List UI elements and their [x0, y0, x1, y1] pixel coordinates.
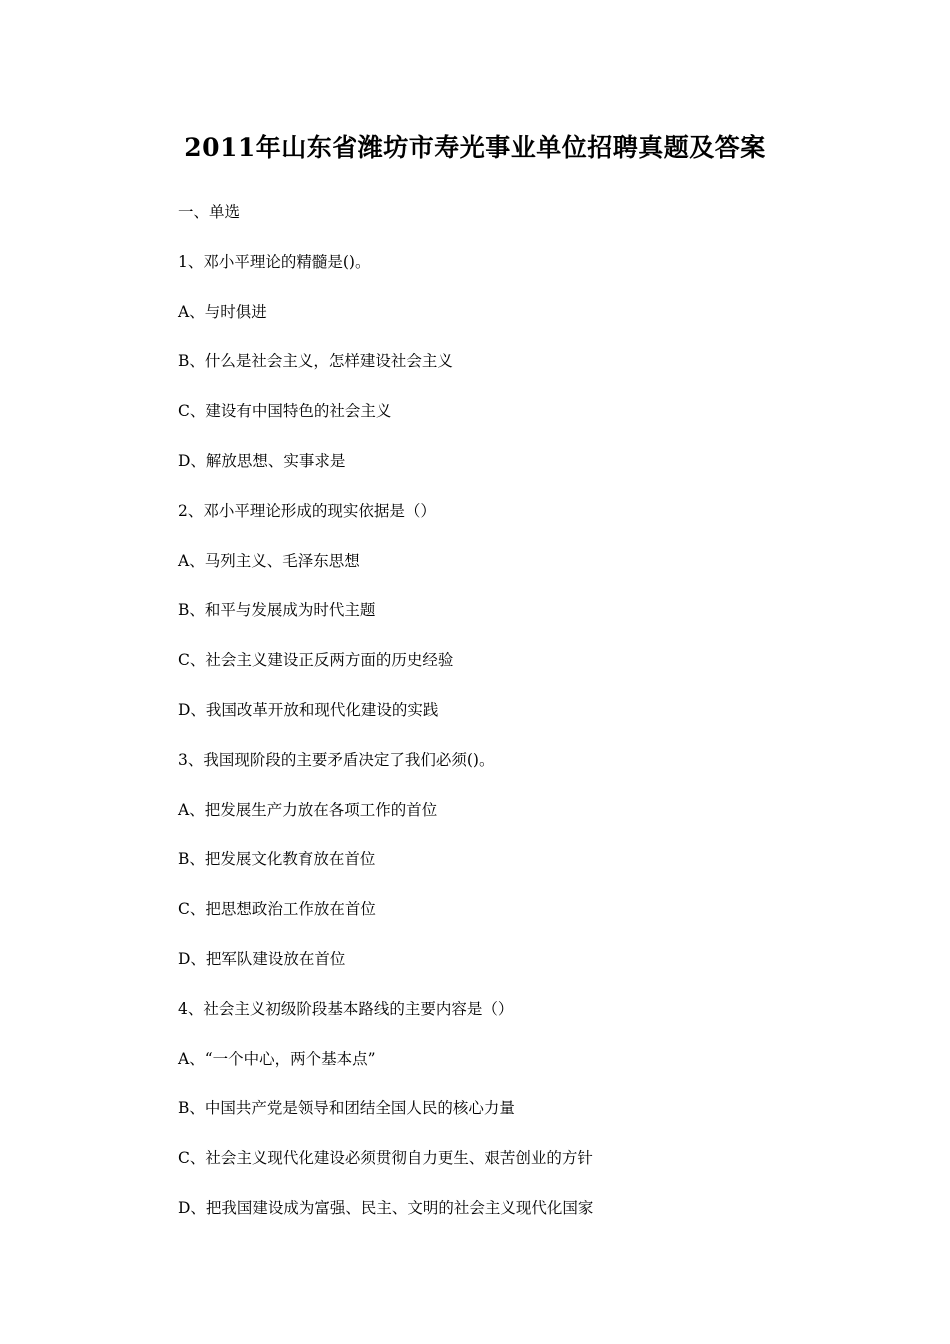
question-2-option-d: D、我国改革开放和现代化建设的实践 — [178, 700, 439, 719]
question-1-option-a: A、与时俱进 — [178, 302, 267, 321]
question-4: 4、社会主义初级阶段基本路线的主要内容是（） — [178, 999, 514, 1018]
document-title: 2011年山东省潍坊市寿光事业单位招聘真题及答案 — [184, 133, 766, 162]
question-3-option-b: B、把发展文化教育放在首位 — [178, 850, 376, 869]
question-2: 2、邓小平理论形成的现实依据是（） — [178, 501, 436, 520]
section-heading: 一、单选 — [178, 203, 241, 221]
question-3: 3、我国现阶段的主要矛盾决定了我们必须()。 — [178, 750, 495, 769]
question-2-option-b: B、和平与发展成为时代主题 — [178, 601, 376, 620]
question-1-option-b: B、什么是社会主义，怎样建设社会主义 — [178, 352, 453, 371]
question-3-option-c: C、把思想政治工作放在首位 — [178, 900, 376, 919]
question-1-option-c: C、建设有中国特色的社会主义 — [178, 402, 392, 421]
question-1-option-d: D、解放思想、实事求是 — [178, 451, 346, 470]
question-2-option-c: C、社会主义建设正反两方面的历史经验 — [178, 651, 454, 670]
question-3-option-a: A、把发展生产力放在各项工作的首位 — [178, 800, 438, 819]
question-2-option-a: A、马列主义、毛泽东思想 — [178, 551, 360, 570]
question-1: 1、邓小平理论的精髓是()。 — [178, 252, 371, 271]
question-list — [178, 198, 878, 1244]
question-4-option-c: C、社会主义现代化建设必须贯彻自力更生、艰苦创业的方针 — [178, 1149, 593, 1168]
question-3-option-d: D、把军队建设放在首位 — [178, 949, 346, 968]
question-4-option-a: A、“一个中心，两个基本点” — [178, 1049, 376, 1068]
question-4-option-b: B、中国共产党是领导和团结全国人民的核心力量 — [178, 1099, 515, 1118]
question-4-option-d: D、把我国建设成为富强、民主、文明的社会主义现代化国家 — [178, 1198, 594, 1217]
